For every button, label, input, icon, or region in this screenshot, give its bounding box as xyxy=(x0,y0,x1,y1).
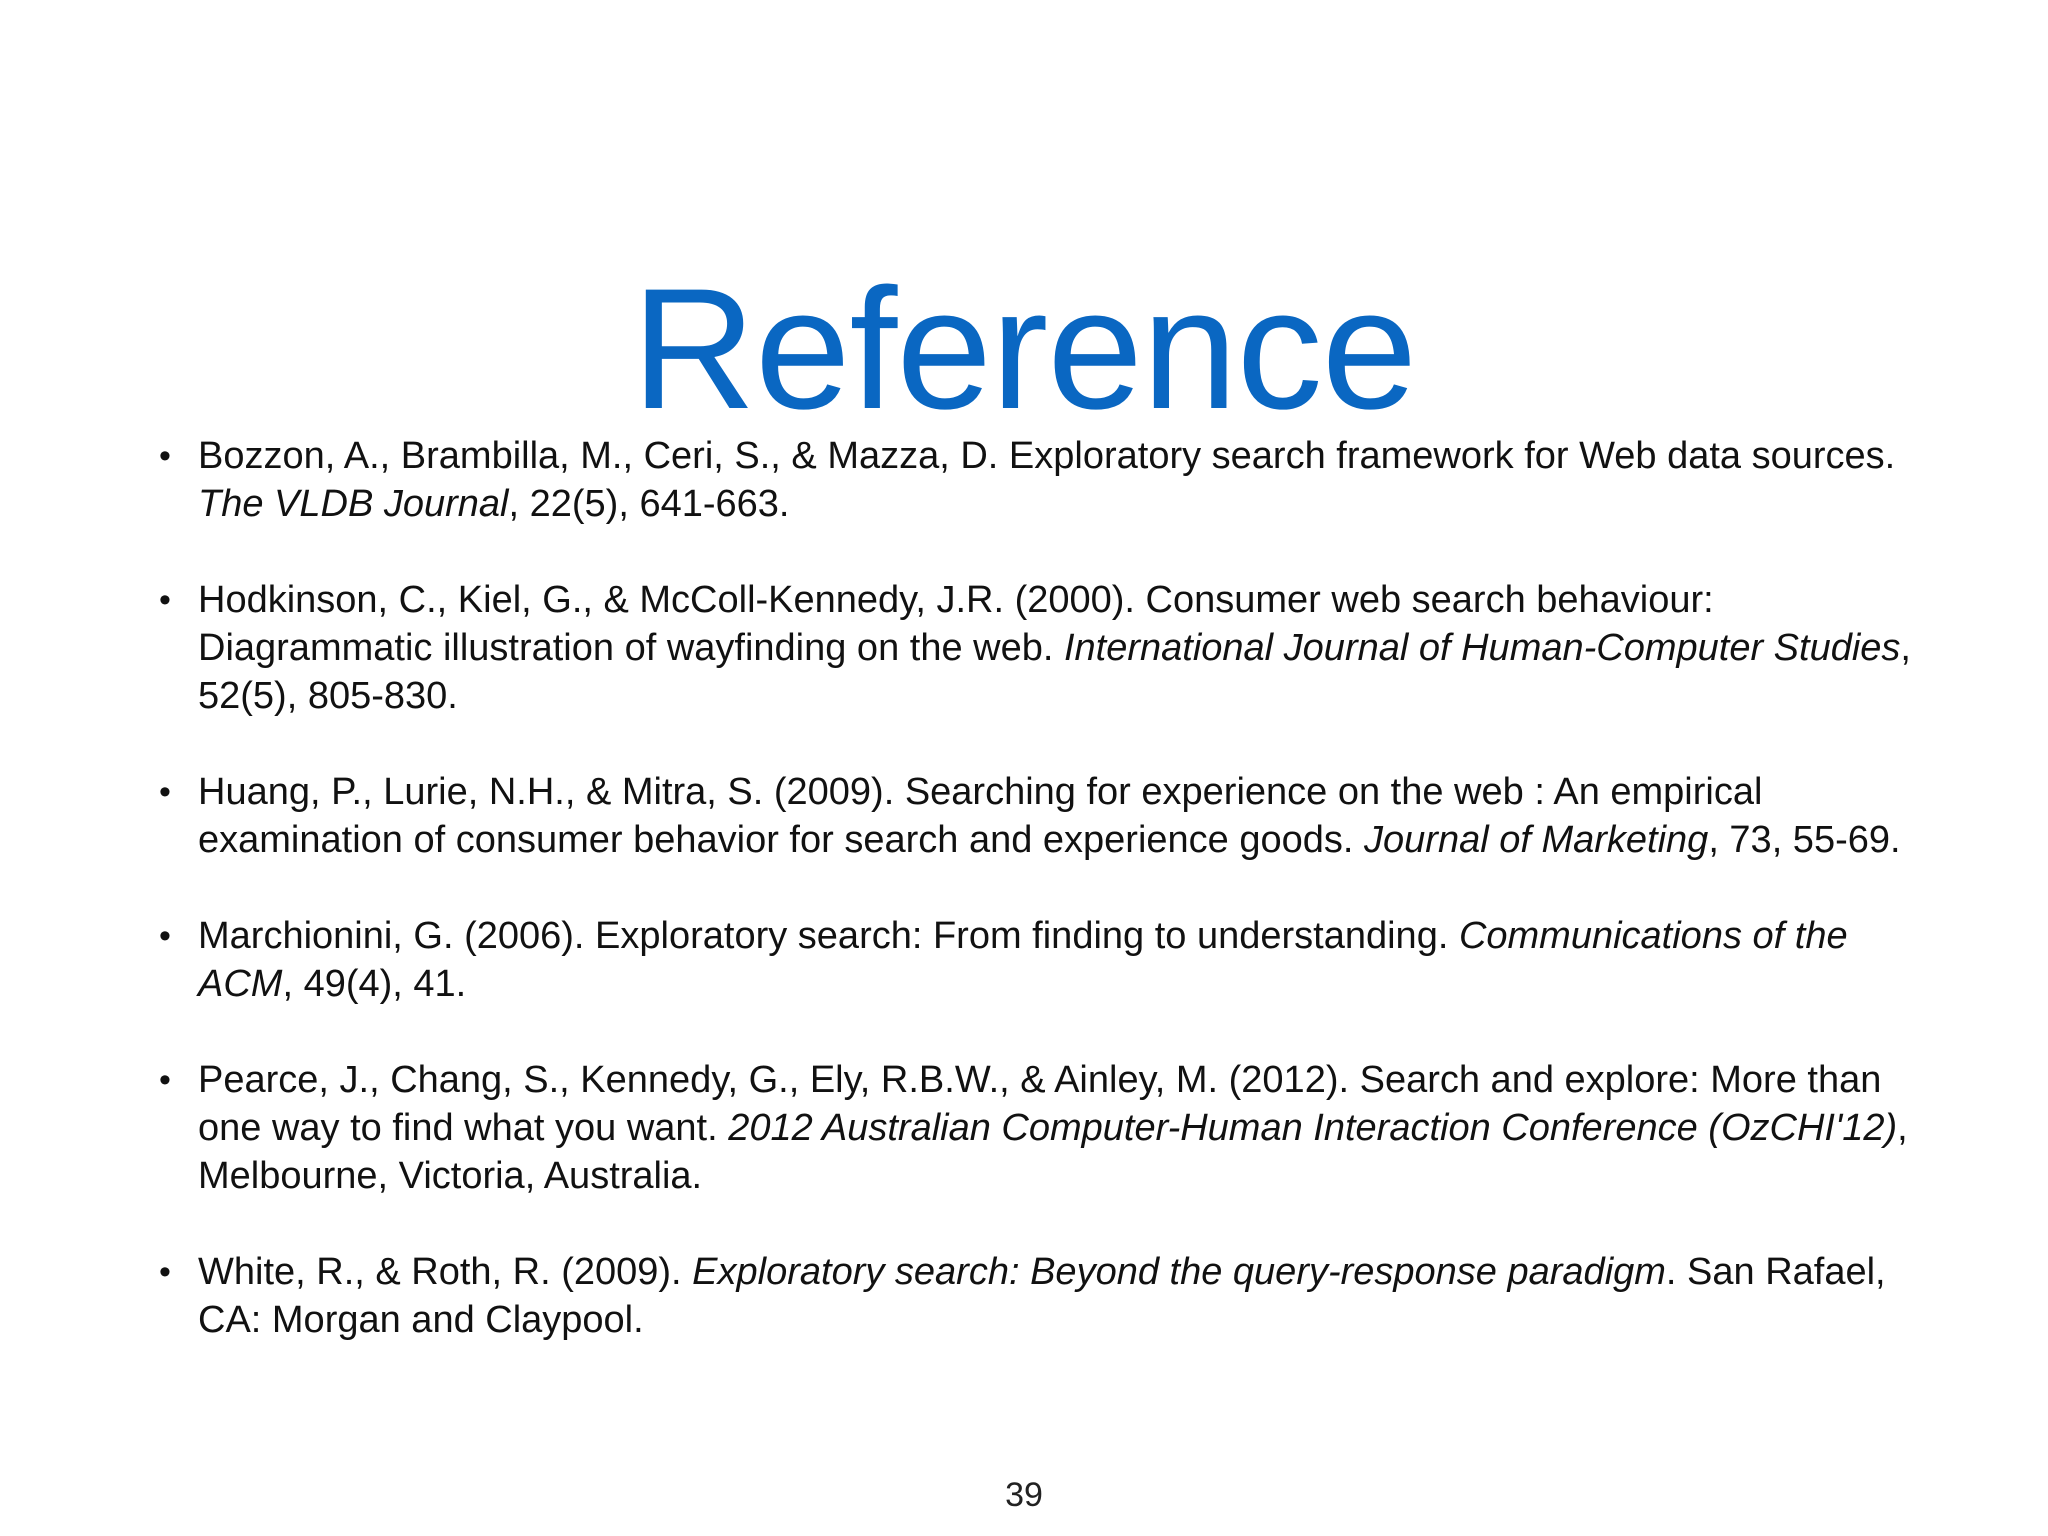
bullet-icon: • xyxy=(159,581,171,619)
reference-details: , 22(5), 641-663. xyxy=(508,483,790,525)
page-number: 39 xyxy=(1005,1476,1043,1514)
bullet-icon: • xyxy=(159,437,171,475)
reference-text: Bozzon, A., Brambilla, M., Ceri, S., & Mazza, D. Exploratory search framework for Web data sources. xyxy=(198,435,1896,477)
reference-item xyxy=(152,432,1912,528)
reference-item xyxy=(152,912,1912,1008)
reference-text: Huang, P., Lurie, N.H., & Mitra, S. (2009). Searching for experience on the web : An empirical examination of consumer behavior for search and experience goods. xyxy=(198,771,1763,861)
reference-details: , Melbourne, Victoria, Australia. xyxy=(198,1107,1908,1197)
reference-item xyxy=(152,1248,1912,1344)
bullet-icon: • xyxy=(159,1061,171,1099)
reference-text: Hodkinson, C., Kiel, G., & McColl-Kennedy, J.R. (2000). Consumer web search behaviour: Diagrammatic illustration of wayfinding on the web. xyxy=(198,579,1714,669)
reference-source: 2012 Australian Computer-Human Interaction Conference (OzCHI'12) xyxy=(728,1107,1898,1149)
bullet-icon: • xyxy=(159,773,171,811)
reference-text: White, R., & Roth, R. (2009). xyxy=(198,1251,693,1293)
reference-details: . San Rafael, CA: Morgan and Claypool. xyxy=(198,1251,1886,1341)
reference-details: , 49(4), 41. xyxy=(282,963,467,1005)
reference-source: Exploratory search: Beyond the query-response paradigm xyxy=(692,1251,1666,1293)
reference-text: Marchionini, G. (2006). Exploratory search: From finding to understanding. xyxy=(198,915,1459,957)
reference-source: International Journal of Human-Computer Studies xyxy=(1063,627,1901,669)
reference-source: Journal of Marketing xyxy=(1364,819,1709,861)
reference-source: Communications of the ACM xyxy=(198,915,1848,1005)
bullet-icon: • xyxy=(159,1253,171,1291)
reference-list xyxy=(152,432,1912,1392)
reference-item xyxy=(152,576,1912,720)
reference-details: , 73, 55-69. xyxy=(1708,819,1901,861)
reference-text: Pearce, J., Chang, S., Kennedy, G., Ely, R.B.W., & Ainley, M. (2012). Search and explore: More than one way to find what you want. xyxy=(198,1059,1882,1149)
slide-title: Reference xyxy=(631,253,1417,446)
reference-source: The VLDB Journal xyxy=(198,483,509,525)
reference-item xyxy=(152,768,1912,864)
reference-item xyxy=(152,1056,1912,1200)
bullet-icon: • xyxy=(159,917,171,955)
reference-details: , 52(5), 805-830. xyxy=(198,627,1911,717)
